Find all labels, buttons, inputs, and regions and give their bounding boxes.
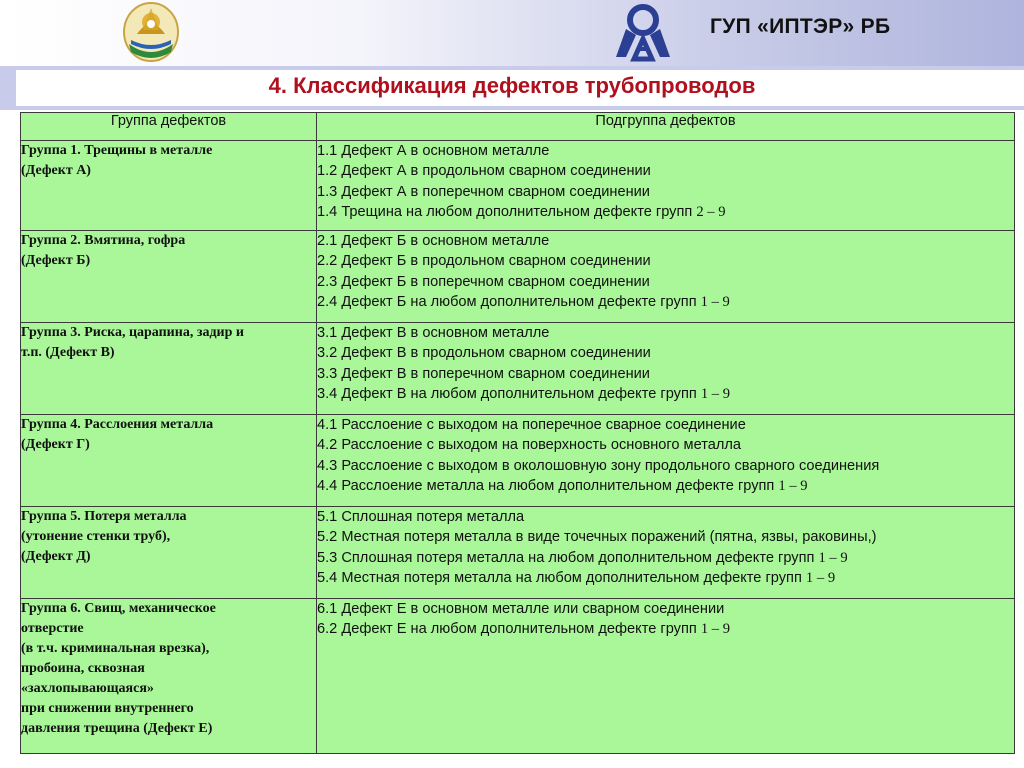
group-text: Группа 1. Трещины в металле — [21, 143, 213, 158]
table-row — [21, 599, 1015, 754]
group-text: (Дефект А) — [21, 163, 91, 178]
company-logo-icon — [612, 3, 674, 63]
group-range: 1 – 9 — [700, 621, 730, 638]
group-cell — [21, 141, 317, 231]
subgroup-item: 1.1 Дефект А в основном металле — [317, 143, 550, 159]
group-text: (Дефект Б) — [21, 253, 91, 268]
group-cell — [21, 599, 317, 754]
bashkortostan-emblem-icon — [121, 0, 181, 62]
group-cell — [21, 507, 317, 599]
group-range: 1 – 9 — [778, 478, 808, 495]
group-range: 1 – 9 — [805, 570, 836, 587]
group-range: 2 – 9 — [696, 204, 726, 221]
subgroup-cell — [317, 141, 1015, 231]
group-text: Группа 3. Риска, царапина, задир и — [21, 325, 244, 340]
group-text: Группа 2. Вмятина, гофра — [21, 233, 186, 248]
defects-table — [20, 112, 1015, 754]
group-range: 1 – 9 — [700, 294, 730, 311]
subgroup-item: 5.3 Сплошная потеря металла на любом дополнительном дефекте групп 1 – 9 — [317, 549, 848, 566]
group-range: 1 – 9 — [700, 386, 730, 403]
group-text: Группа 4. Расслоения металла — [21, 417, 214, 432]
subgroup-item: 6.1 Дефект Е в основном металле или сварном соединении — [317, 601, 725, 617]
subgroup-item: 2.4 Дефект Б на любом дополнительном дефекте групп 1 – 9 — [317, 294, 730, 311]
table-row — [21, 141, 1015, 231]
group-text: (Дефект Д) — [21, 549, 91, 564]
subgroup-item: 1.2 Дефект А в продольном сварном соединении — [317, 163, 651, 180]
subgroup-item: 5.1 Сплошная потеря металла — [317, 509, 525, 525]
group-text: при снижении внутреннего — [21, 701, 194, 716]
table-header-row — [21, 113, 1015, 141]
subgroup-item: 3.2 Дефект В в продольном сварном соединении — [317, 345, 651, 362]
group-text: (Дефект Г) — [21, 437, 90, 452]
subgroup-item: 3.1 Дефект В в основном металле — [317, 325, 550, 341]
company-name: ГУП «ИПТЭР» РБ — [710, 15, 891, 38]
subgroup-item: 2.2 Дефект Б в продольном сварном соединении — [317, 253, 651, 270]
group-text: Группа 6. Свищ, механическое — [21, 601, 216, 616]
table-row — [21, 507, 1015, 599]
group-cell — [21, 415, 317, 507]
group-cell — [21, 231, 317, 323]
column-header-subgroup: Подгруппа дефектов — [317, 113, 1015, 141]
subgroup-cell — [317, 323, 1015, 415]
group-text: пробоина, сквозная — [21, 661, 145, 676]
subgroup-cell — [317, 415, 1015, 507]
column-header-group: Группа дефектов — [21, 113, 317, 141]
group-text: давления трещина (Дефект Е) — [21, 721, 213, 736]
subgroup-item: 4.4 Расслоение металла на любом дополнительном дефекте групп 1 – 9 — [317, 478, 808, 495]
group-range: 1 – 9 — [818, 549, 848, 566]
group-text: (утонение стенки труб), — [21, 529, 171, 544]
subgroup-cell — [317, 599, 1015, 754]
subgroup-item: 2.3 Дефект Б в поперечном сварном соединении — [317, 273, 650, 290]
group-text: «захлопывающаяся» — [21, 681, 154, 696]
subgroup-item: 5.4 Местная потеря металла на любом дополнительном дефекте групп 1 – 9 — [317, 570, 836, 587]
group-cell — [21, 323, 317, 415]
group-text: Группа 5. Потеря металла — [21, 509, 187, 524]
page-title: 4. Классификация дефектов трубопроводов — [268, 73, 756, 98]
subgroup-item: 4.1 Расслоение с выходом на поперечное сварное соединение — [317, 417, 746, 433]
group-text: отверстие — [21, 621, 84, 636]
subgroup-item: 4.3 Расслоение с выходом в околошовную зону продольного сварного соединения — [317, 457, 880, 474]
table-row — [21, 323, 1015, 415]
subgroup-item: 2.1 Дефект Б в основном металле — [317, 233, 550, 249]
group-text: (в т.ч. криминальная врезка), — [21, 641, 210, 656]
subgroup-item: 5.2 Местная потеря металла в виде точечных поражений (пятна, язвы, раковины,) — [317, 529, 877, 546]
subgroup-item: 3.3 Дефект В в поперечном сварном соединении — [317, 365, 650, 382]
subgroup-item: 1.3 Дефект А в поперечном сварном соединении — [317, 183, 650, 200]
subgroup-item: 3.4 Дефект В на любом дополнительном дефекте групп 1 – 9 — [317, 386, 730, 403]
subgroup-item: 1.4 Трещина на любом дополнительном дефекте групп 2 – 9 — [317, 204, 726, 221]
group-text: т.п. (Дефект В) — [21, 345, 115, 360]
subgroup-cell — [317, 507, 1015, 599]
table-row — [21, 231, 1015, 323]
table-row — [21, 415, 1015, 507]
subgroup-cell — [317, 231, 1015, 323]
subgroup-item: 6.2 Дефект Е на любом дополнительном дефекте групп 1 – 9 — [317, 621, 730, 638]
subgroup-item: 4.2 Расслоение с выходом на поверхность основного металла — [317, 437, 741, 454]
